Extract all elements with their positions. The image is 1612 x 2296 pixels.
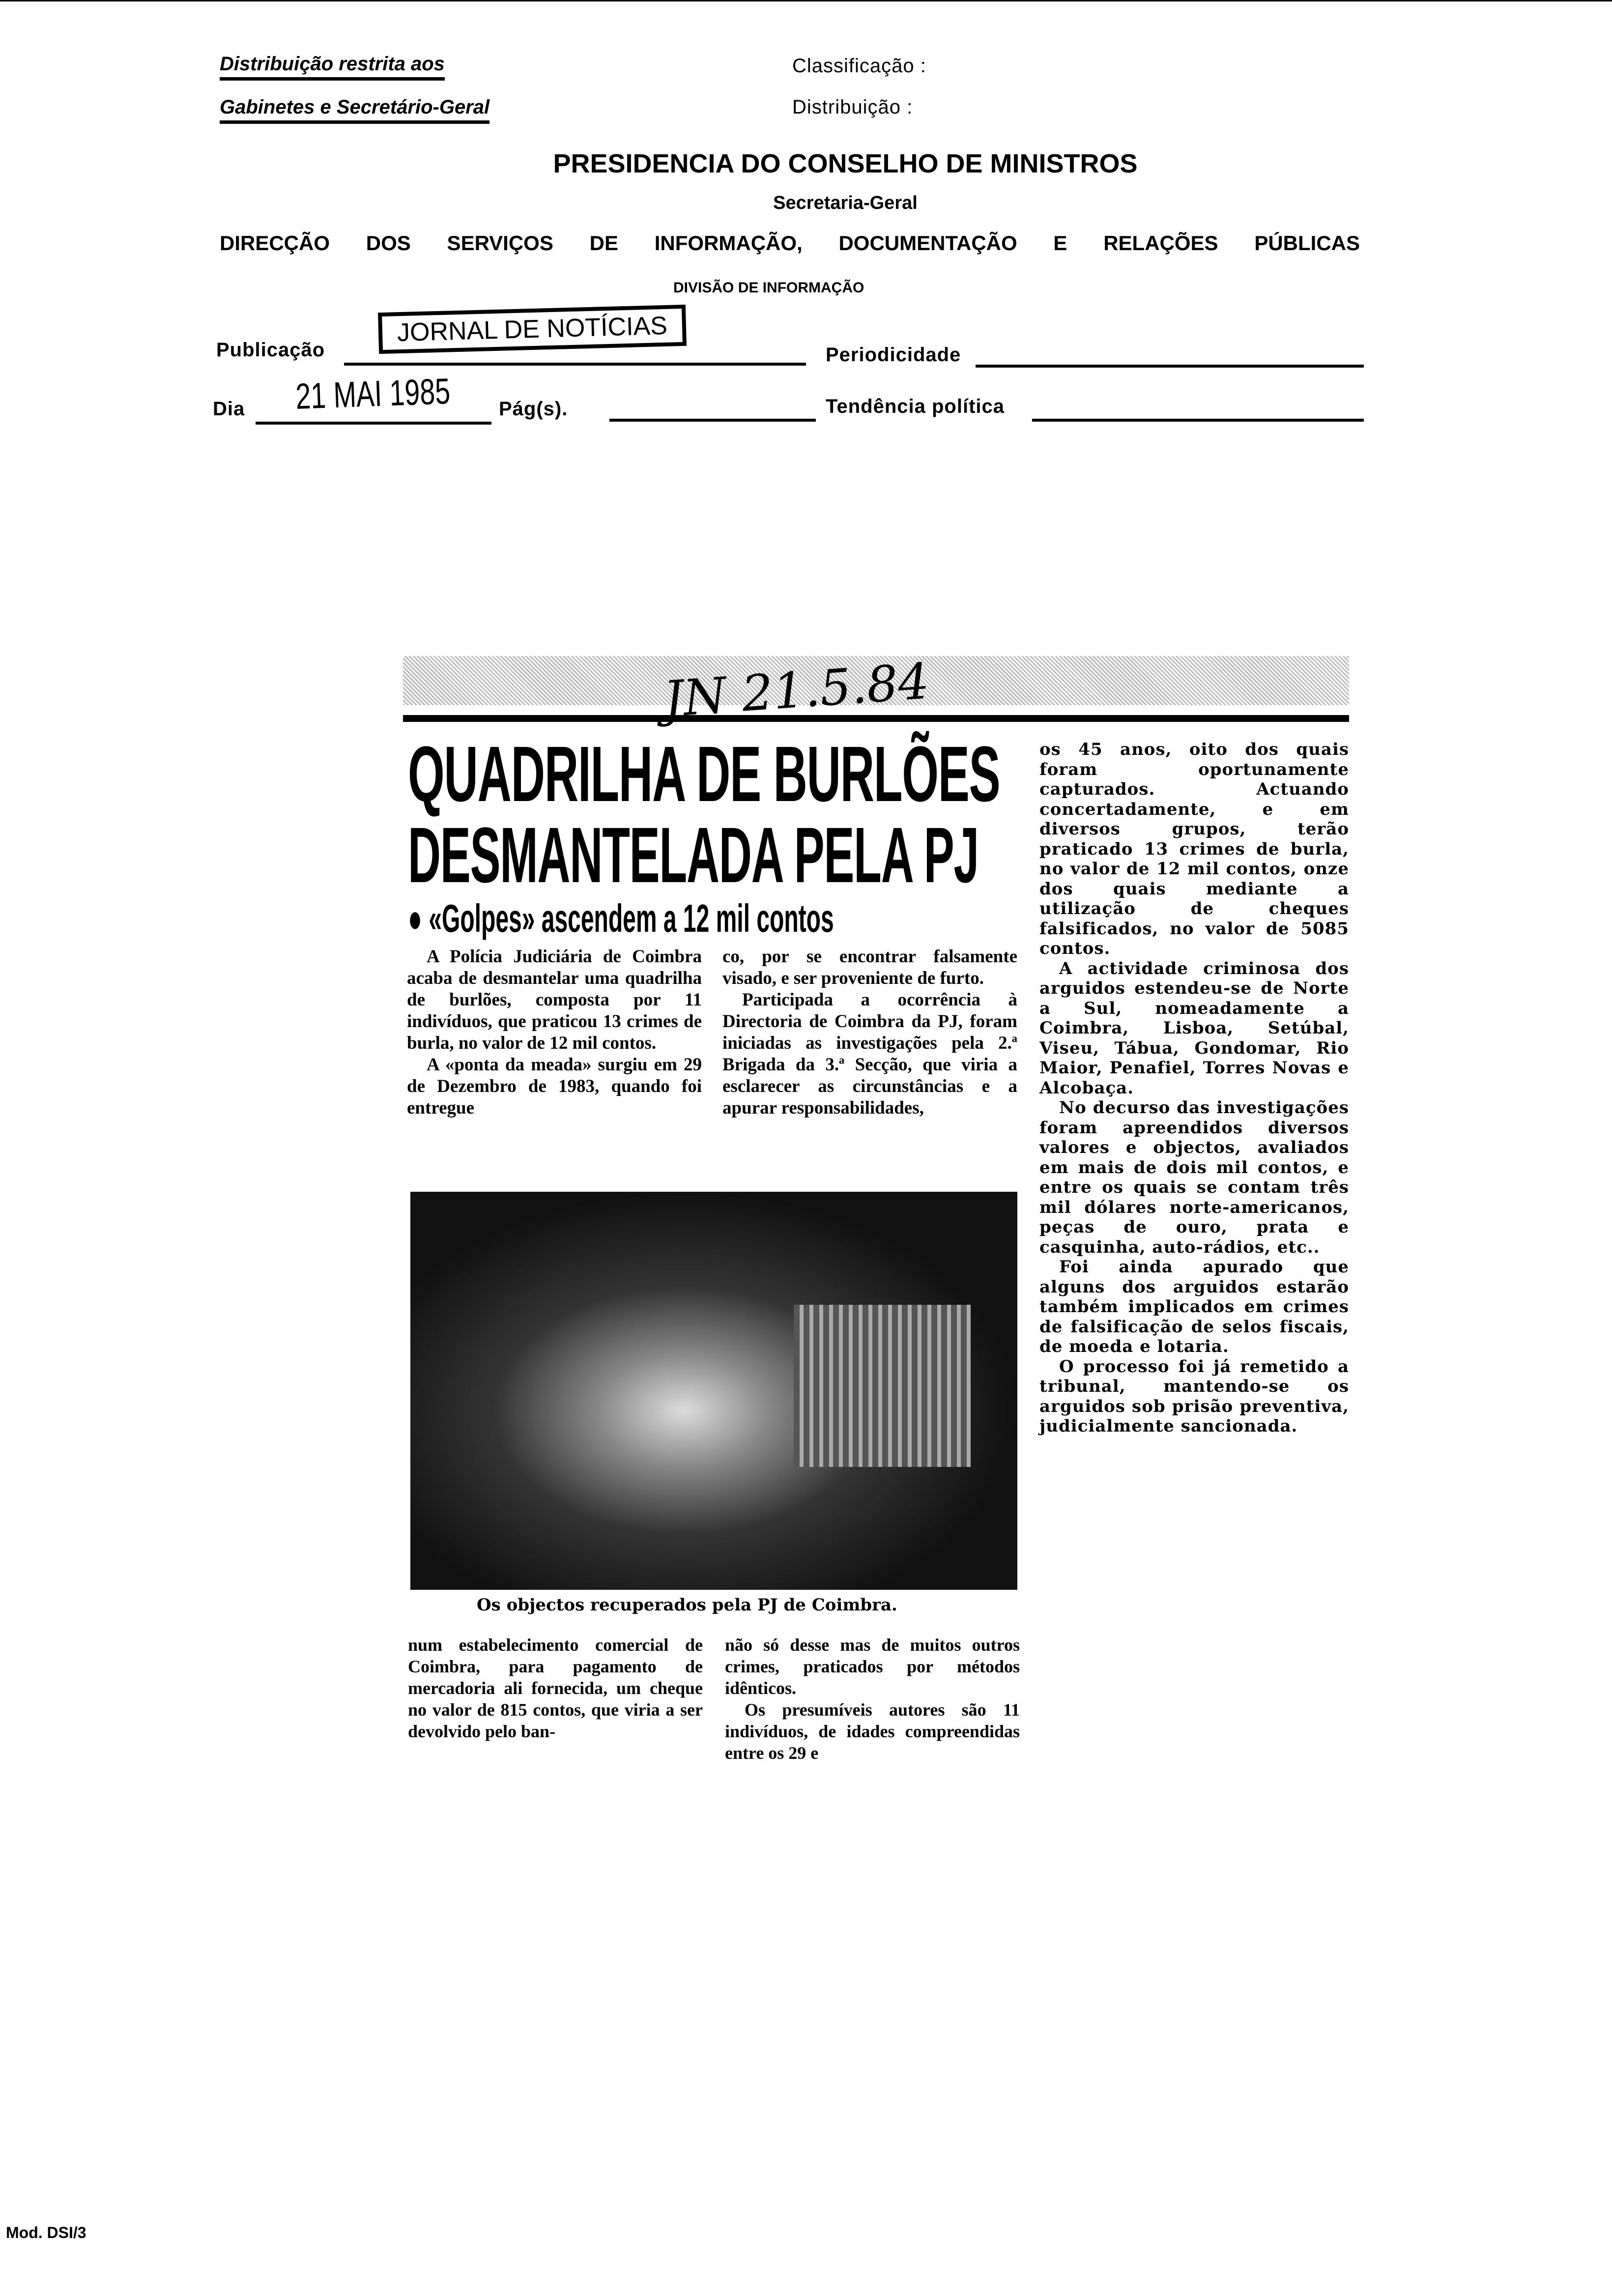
article-column-4: não só desse mas de muitos outros crimes, praticados por métodos idênticos. Os presumíveis autores são 11 indivíduos, de idades compreendidas entre os 29 e xyxy=(725,1635,1020,1763)
tendency-label: Tendência política xyxy=(826,396,1005,417)
tendency-field-line xyxy=(1032,419,1364,422)
article-column-5: os 45 anos, oito dos quais foram oportunamente capturados. Actuando concertadamente, e em diversos grupos, terão praticado 13 crimes de burla, no valor de 12 mil contos, onze dos quais mediante a utilização de cheques falsificados, no valor de 5085 contos. A actividade criminosa dos arguidos estendeu-se de Norte a Sul, nomeadamente a Coimbra, Lisboa, Setúbal, Viseu, Tábua, Gondomar, Rio Maior, Penafiel, Torres Novas e Alcobaça. No decurso das investigações foram apreendidos diversos valores e objectos, avaliados em mais de dois mil contos, e entre os quais se contam três mil dólares norte-americanos, peças de ouro, prata e casquinha, auto-rádios, etc.. Foi ainda apurado que alguns dos arguidos estarão também implicados em crimes de falsificação de selos fiscais, de moeda e lotaria. O processo foi já remetido a tribunal, mantendo-se os arguidos sob prisão preventiva, judicialmente sancionada. xyxy=(1039,740,1349,1436)
headline-line2: DESMANTELADA PELA PJ xyxy=(408,811,979,899)
article-column-1: A Polícia Judiciária de Coimbra acaba de desmantelar uma quadrilha de burlões, composta por 11 indivíduos, que praticou 13 crimes de burla, no valor de 12 mil contos. A «ponta da meada» surgiu em 29 de Dezembro de 1983, quando foi entregue xyxy=(407,947,702,1118)
top-edge xyxy=(0,0,1612,1)
periodicity-field-line xyxy=(976,365,1364,368)
page-title: PRESIDENCIA DO CONSELHO DE MINISTROS xyxy=(553,149,1138,178)
classification-label: Classificação : xyxy=(792,55,926,77)
banner-rule xyxy=(403,715,1349,722)
headline-line1: QUADRILHA DE BURLÕES xyxy=(408,730,1000,818)
pages-label: Pág(s). xyxy=(499,398,568,420)
publication-label: Publicação xyxy=(216,339,325,361)
direction-heading: DIRECÇÃO DOS SERVIÇOS DE INFORMAÇÃO, DOCUMENTAÇÃO E RELAÇÕES PÚBLICAS xyxy=(220,231,1360,255)
distribution-label: Distribuição : xyxy=(792,96,913,118)
day-field-line xyxy=(256,422,491,425)
bullet-icon: ● xyxy=(408,896,429,940)
publication-field-line xyxy=(344,363,806,366)
division-heading: DIVISÃO DE INFORMAÇÃO xyxy=(673,280,864,296)
photo-caption: Os objectos recuperados pela PJ de Coimbra. xyxy=(477,1595,897,1615)
day-label: Dia xyxy=(213,398,245,420)
article-photo xyxy=(410,1192,1017,1590)
form-model-code: Mod. DSI/3 xyxy=(6,2224,86,2241)
distribution-line1: Distribuição restrita aos xyxy=(220,53,445,81)
subheadline: ● «Golpes» ascendem a 12 mil contos xyxy=(408,896,834,940)
photo-objects xyxy=(794,1305,971,1467)
pages-field-line xyxy=(609,419,816,422)
periodicity-label: Periodicidade xyxy=(826,344,961,366)
article-column-2: co, por se encontrar falsamente visado, e ser proveniente de furto. Participada a ocorrência à Directoria de Coimbra da PJ, foram iniciadas as investigações pela 2.ª Brigada da 3.ª Secção, que viria a esclarecer as circunstâncias e a apurar responsabilidades, xyxy=(722,947,1017,1118)
date-stamp: 21 MAI 1985 xyxy=(295,371,451,417)
page-subtitle: Secretaria-Geral xyxy=(773,193,918,213)
article-column-3: num estabelecimento comercial de Coimbra, para pagamento de mercadoria ali fornecida, um cheque no valor de 815 contos, que viria a ser devolvido pelo ban- xyxy=(408,1635,703,1741)
publication-stamp: JORNAL DE NOTÍCIAS xyxy=(378,305,687,354)
handwritten-date: JN 21.5.84 xyxy=(662,652,931,728)
distribution-line2: Gabinetes e Secretário-Geral xyxy=(220,96,489,124)
